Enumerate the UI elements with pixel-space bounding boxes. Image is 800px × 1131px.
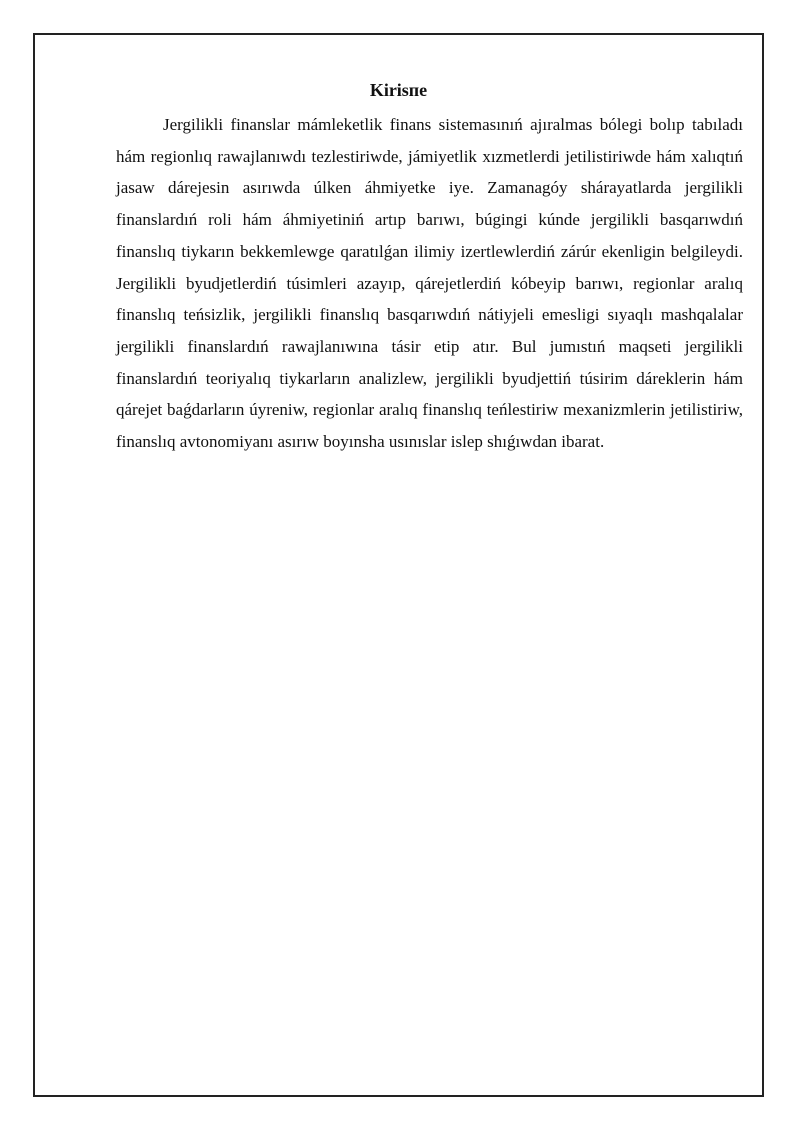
page-border [33, 33, 764, 1097]
body-paragraph: Jergilikli finanslar mámleketlik finans sistemasınıń ajıralmas bólegi bolıp tabıladı hám regionlıq rawajlanıwdı tezlestiriwde, jámiyetlik xızmetlerdi jetilistiriwde hám xalıqtıń jasaw dárejesin asırıwda úlken áhmiyetke iye. Zamanagóy shárayatlarda jergilikli finanslardıń roli hám áhmiyetiniń artıp barıwı, búgingi kúnde jergilikli basqarıwdıń finanslıq tiykarın bekkemlewge qaratılǵan ilimiy izertlewlerdiń zárúr ekenligin belgileydi. Jergilikli byudjetlerdiń túsimleri azayıp, qárejetlerdiń kóbeyip barıwı, regionlar aralıq finanslıq teńsizlik, jergilikli finanslıq basqarıwdıń nátiyjeli emesligi sıyaqlı mashqalalar jergilikli finanslardıń rawajlanıwına tásir etip atır. Bul jumıstıń maqseti jergilikli finanslardıń teoriyalıq tiykarların analizlew, jergilikli byudjettiń túsirim dáreklerin hám qárejet baǵdarların úyreniw, regionlar aralıq finanslıq teńlestiriw mexanizmlerin jetilistiriw, finanslıq avtonomiyanı asırıw boyınsha usınıslar islep shıǵıwdan ibarat. [116, 115, 743, 452]
document-heading: Kirisпe [369, 80, 428, 100]
